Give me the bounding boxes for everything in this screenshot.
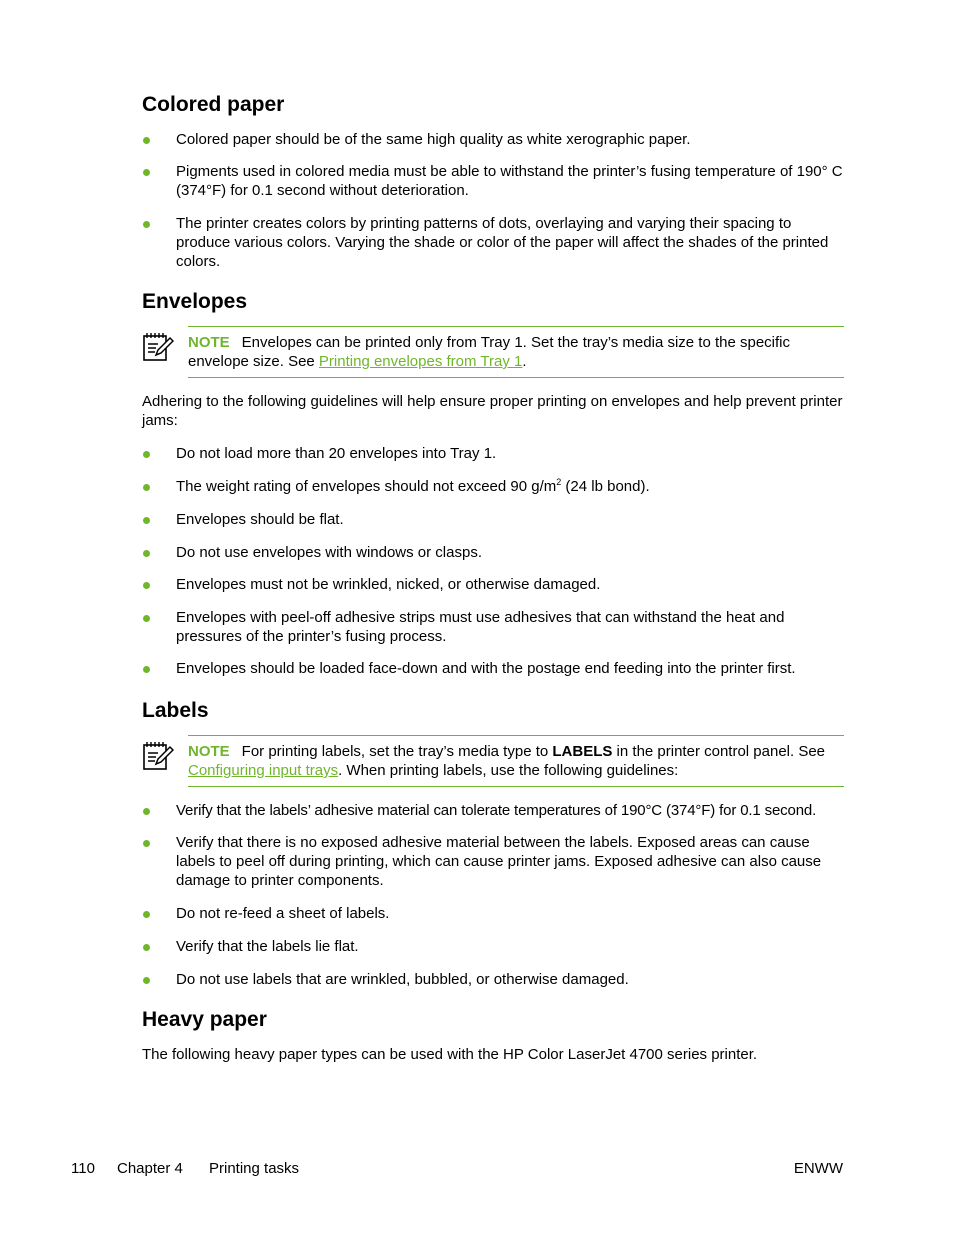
configuring-input-trays-link[interactable]: Configuring input trays — [188, 762, 339, 779]
footer-chapter-title: Printing tasks — [209, 1160, 300, 1177]
list-item: Verify that there is no exposed adhesive material between the labels. Exposed areas can cause labels to peel off during printing, which can cause printer jams. Exposed adhesive can also cause damage to printer components. — [142, 833, 844, 890]
bullet-icon — [143, 615, 150, 622]
printing-envelopes-link[interactable]: Printing envelopes from Tray 1 — [318, 353, 523, 370]
note-bottom-rule — [188, 377, 844, 378]
list-item: Do not re-feed a sheet of labels. — [142, 904, 844, 923]
list-item: Colored paper should be of the same high quality as white xerographic paper. — [142, 130, 844, 149]
note-text: NOTE For printing labels, set the tray’s media type to LABELS in the printer control panel. See Configuring input trays. When printing labels, use the following guidelines: — [188, 743, 826, 779]
list-item: Do not use labels that are wrinkled, bubbled, or otherwise damaged. — [142, 970, 844, 989]
note-pad-icon — [142, 739, 174, 771]
bullet-icon — [143, 137, 150, 144]
section-heading-labels: Labels — [142, 699, 209, 722]
section-heading-heavy-paper: Heavy paper — [142, 1008, 267, 1031]
list-item: Envelopes with peel-off adhesive strips must use adhesives that can withstand the heat and pressures of the printer’s fusing process. — [142, 608, 844, 646]
bullet-icon — [143, 517, 150, 524]
page-number: 110 — [71, 1160, 95, 1177]
list-item: Do not load more than 20 envelopes into Tray 1. — [142, 444, 844, 463]
list-item: Envelopes should be loaded face-down and with the postage end feeding into the printer first. — [142, 659, 844, 678]
note-text: NOTE Envelopes can be printed only from Tray 1. Set the tray’s media size to the specific envelope size. See Printing envelopes from Tray 1. — [188, 334, 791, 370]
heavy-paper-text: The following heavy paper types can be used with the HP Color LaserJet 4700 series printer. — [142, 1046, 758, 1063]
bullet-icon — [143, 582, 150, 589]
bullet-icon — [143, 808, 150, 815]
colored-paper-list — [142, 130, 844, 271]
list-item: Verify that the labels’ adhesive material can tolerate temperatures of 190°C (374°F) for 0.1 second. — [142, 801, 844, 820]
bullet-icon — [143, 977, 150, 984]
bullet-icon — [143, 484, 150, 491]
list-item: Verify that the labels lie flat. — [142, 937, 844, 956]
footer-chapter: Chapter 4 — [117, 1160, 183, 1177]
list-item: Do not use envelopes with windows or clasps. — [142, 543, 844, 562]
labels-list — [142, 801, 844, 989]
envelopes-list — [142, 444, 844, 678]
labels-note — [142, 735, 844, 789]
note-label: NOTE — [188, 743, 230, 760]
bullet-icon — [143, 221, 150, 228]
bullet-icon — [143, 840, 150, 847]
list-item: The weight rating of envelopes should not exceed 90 $g/m^2$ (24 lb bond). — [142, 477, 844, 496]
bullet-icon — [143, 169, 150, 176]
list-item: The printer creates colors by printing patterns of dots, overlaying and varying their spacing to produce various colors. Varying the shade or color of the paper will affect the shades of the printed colors. — [142, 214, 844, 271]
bullet-icon — [143, 666, 150, 673]
envelopes-note — [142, 326, 844, 380]
footer-enww: ENWW — [793, 1160, 843, 1177]
list-item: Envelopes must not be wrinkled, nicked, or otherwise damaged. — [142, 575, 844, 594]
note-label: NOTE — [188, 334, 230, 351]
bullet-icon — [143, 451, 150, 458]
envelopes-intro: Adhering to the following guidelines will help ensure proper printing on envelopes and help prevent printer jams: — [142, 393, 843, 429]
note-bottom-rule — [188, 786, 844, 787]
section-heading-colored-paper: Colored paper — [142, 93, 285, 116]
bullet-icon — [143, 944, 150, 951]
bullet-icon — [143, 550, 150, 557]
note-pad-icon — [142, 330, 174, 362]
note-top-rule — [188, 735, 844, 736]
list-item: Pigments used in colored media must be able to withstand the printer’s fusing temperature of 190° C (374°F) for 0.1 second without deterioration. — [142, 162, 844, 200]
bullet-icon — [143, 911, 150, 918]
note-top-rule — [188, 326, 844, 327]
list-item: Envelopes should be flat. — [142, 510, 844, 529]
section-heading-envelopes: Envelopes — [142, 290, 248, 313]
